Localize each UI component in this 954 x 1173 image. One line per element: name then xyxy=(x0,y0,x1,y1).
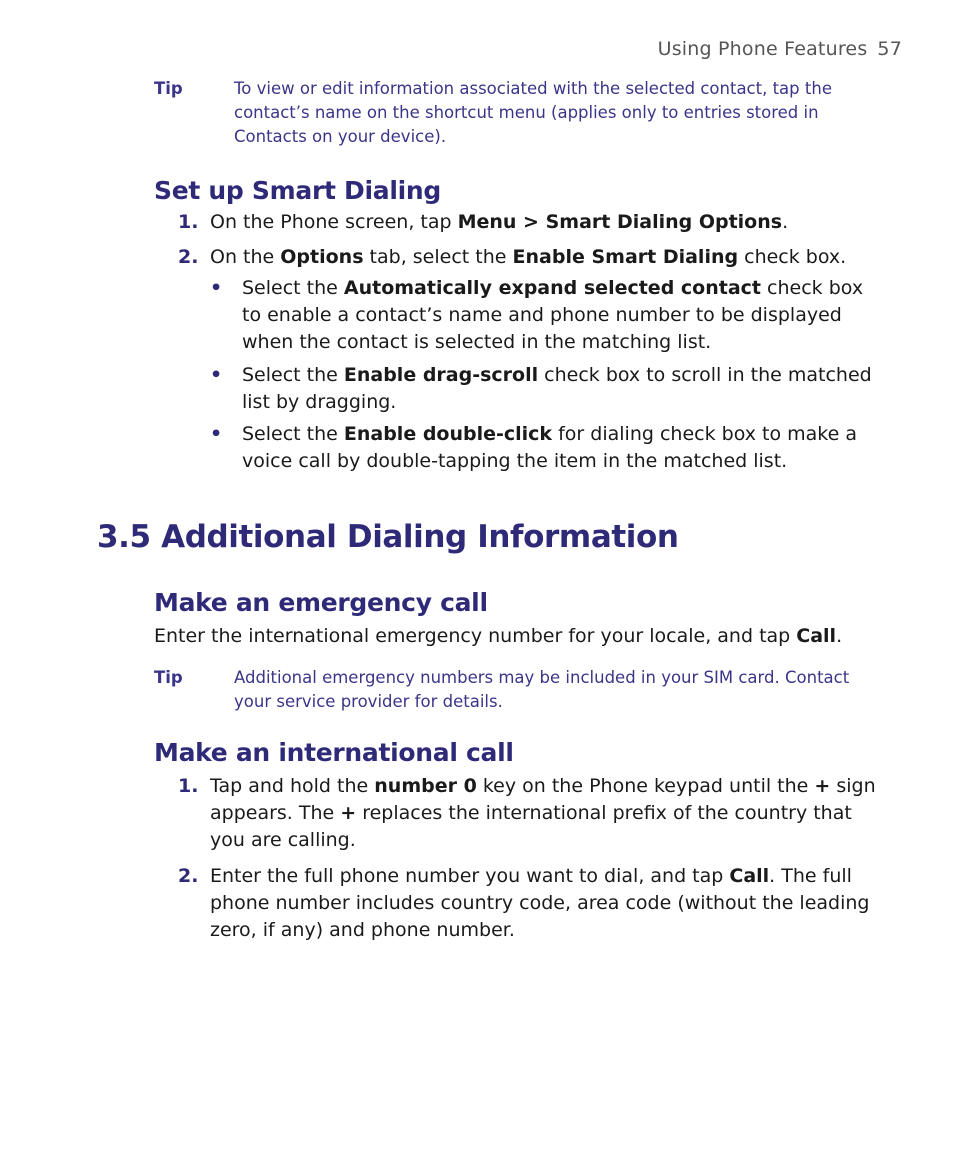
tip-label: Tip xyxy=(154,668,183,687)
step-text: sign appears. The xyxy=(210,775,876,824)
step-text: check box. xyxy=(738,246,847,268)
step-text: . The full phone number includes country code, area code (without the leading zero, if any) and phone number. xyxy=(210,865,870,941)
tip-text: To view or edit information associated with the selected contact, tap the contact’s name on the shortcut menu (applies only to entries stored in Contacts on your device). xyxy=(234,79,832,146)
emergency-paragraph xyxy=(154,623,842,650)
section-heading: 3.5 Additional Dialing Information xyxy=(97,519,679,555)
tip-text: Additional emergency numbers may be included in your SIM card. Contact your service provider for details. xyxy=(234,668,850,711)
step-emphasis: Call xyxy=(729,865,770,887)
heading-international-call: Make an international call xyxy=(154,738,514,767)
tip-label: Tip xyxy=(154,79,183,98)
tip-emergency-numbers xyxy=(154,666,874,714)
step-text: On the xyxy=(210,246,281,268)
international-step-2 xyxy=(178,863,878,944)
step-emphasis: + xyxy=(340,802,357,824)
step-number: 1. xyxy=(178,775,199,797)
para-text: Enter the international emergency number for your locale, and tap xyxy=(154,625,797,647)
step-emphasis: number 0 xyxy=(374,775,477,797)
bullet-double-click xyxy=(210,421,875,475)
tip-contact-info xyxy=(154,77,874,149)
bullet-text: for dialing check box to make a voice call by double-tapping the item in the matched list. xyxy=(242,423,857,472)
step-text: On the Phone screen, tap xyxy=(210,211,458,233)
bullet-text: Select the xyxy=(242,423,344,445)
para-text: . xyxy=(836,625,843,647)
smart-dialing-step-2 xyxy=(178,244,878,271)
page-number: 57 xyxy=(877,38,902,60)
step-text: replaces the international prefix of the country that you are calling. xyxy=(210,802,852,851)
smart-dialing-step-1 xyxy=(178,209,878,236)
bullet-text: Select the xyxy=(242,277,344,299)
step-emphasis: Enable Smart Dialing xyxy=(512,246,739,268)
step-text: key on the Phone keypad until the xyxy=(476,775,815,797)
heading-emergency-call: Make an emergency call xyxy=(154,588,488,617)
bullet-text: check box to enable a contact’s name and phone number to be displayed when the contact is selected in the matching list. xyxy=(242,277,864,353)
para-emphasis: Call xyxy=(796,625,837,647)
step-emphasis: Options xyxy=(280,246,364,268)
bullet-drag-scroll xyxy=(210,362,875,416)
international-step-1 xyxy=(178,773,878,854)
header-title: Using Phone Features xyxy=(657,38,868,60)
bullet-text: check box to scroll in the matched list by dragging. xyxy=(242,364,872,413)
step-number: 1. xyxy=(178,211,199,233)
step-number: 2. xyxy=(178,246,199,268)
bullet-mark: • xyxy=(210,364,223,386)
bullet-emphasis: Enable double-click xyxy=(343,423,553,445)
bullet-mark: • xyxy=(210,277,223,299)
bullet-mark: • xyxy=(210,423,223,445)
step-text: tab, select the xyxy=(363,246,513,268)
step-number: 2. xyxy=(178,865,199,887)
bullet-emphasis: Automatically expand selected contact xyxy=(343,277,762,299)
heading-smart-dialing: Set up Smart Dialing xyxy=(154,176,441,205)
bullet-text: Select the xyxy=(242,364,344,386)
step-emphasis: + xyxy=(814,775,831,797)
bullet-auto-expand xyxy=(210,275,875,356)
running-header xyxy=(658,38,902,60)
step-text: Tap and hold the xyxy=(210,775,375,797)
step-text: . xyxy=(782,211,789,233)
step-emphasis: Menu > Smart Dialing Options xyxy=(457,211,783,233)
step-text: Enter the full phone number you want to dial, and tap xyxy=(210,865,730,887)
bullet-emphasis: Enable drag-scroll xyxy=(343,364,539,386)
